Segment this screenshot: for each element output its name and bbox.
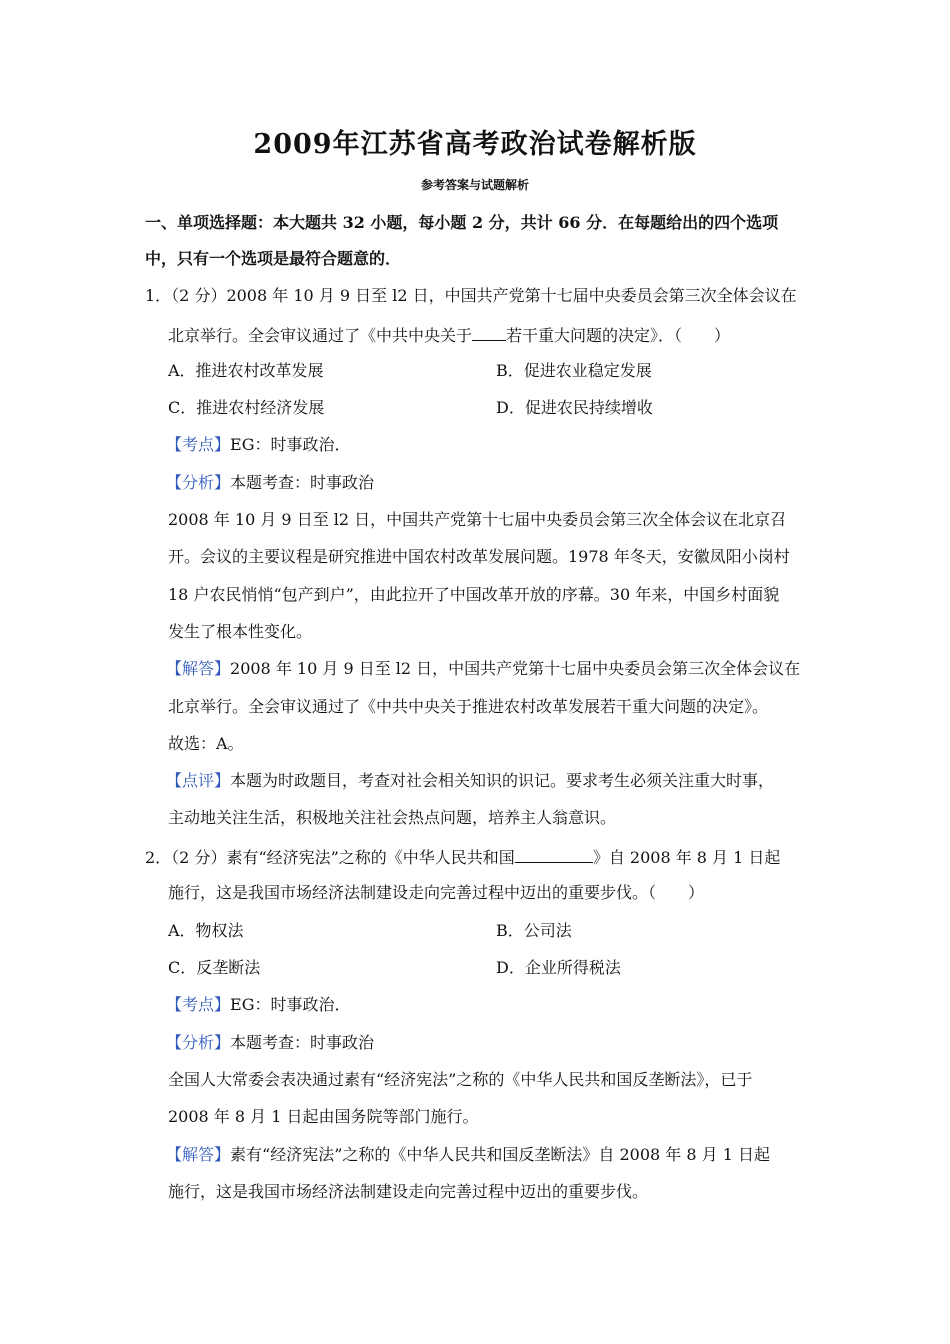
q2-jieda-line-2: 施行，这是我国市场经济法制建设走向完善过程中迈出的重要步伐。 — [168, 1182, 649, 1201]
q1-option-d: D．促进农民持续增收 — [496, 398, 653, 417]
q2-stem-line-1 — [145, 846, 780, 868]
q1-kaodian-text: EG：时事政治． — [230, 435, 351, 454]
q2-jieda-text: 素有“经济宪法”之称的《中华人民共和国反垄断法》自 2008 年 8 月 1 日起 — [230, 1145, 770, 1164]
q1-jieda-line-1 — [166, 659, 800, 679]
q1-dianping-tag: 【点评】 — [166, 771, 231, 790]
q1-answer-blank — [472, 324, 506, 341]
q1-stem-text-a: 北京举行。全会审议通过了《中共中央关于 — [168, 326, 473, 345]
q1-dianping-line-1 — [166, 771, 774, 791]
q2-analysis-line-1: 全国人大常委会表决通过素有“经济宪法”之称的《中华人民共和国反垄断法》，已于 — [168, 1070, 753, 1089]
q1-dianping-line-2: 主动地关注生活，积极地关注社会热点问题，培养主人翁意识。 — [168, 808, 617, 827]
q2-stem-text-b: 》自 2008 年 8 月 1 日起 — [592, 848, 781, 867]
q2-fenxi-tag: 【分析】 — [166, 1033, 231, 1052]
q2-option-a: A．物权法 — [168, 921, 244, 940]
q2-option-c: C．反垄断法 — [168, 958, 261, 977]
q1-fenxi-text: 本题考查：时事政治 — [230, 473, 375, 492]
q1-jieda-line-2: 北京举行。全会审议通过了《中共中央关于推进农村改革发展若干重大问题的决定》。 — [168, 697, 769, 716]
q2-fenxi — [166, 1033, 374, 1053]
q1-kaodian — [166, 435, 350, 455]
q2-kaodian-tag: 【考点】 — [166, 995, 231, 1014]
q1-kaodian-tag: 【考点】 — [166, 435, 231, 454]
q1-analysis-line-4: 发生了根本性变化。 — [168, 622, 313, 641]
q1-analysis-line-1: 2008 年 10 月 9 日至 l2 日，中国共产党第十七届中央委员会第三次全体会议在北京召 — [168, 510, 787, 529]
q1-jieda-tag: 【解答】 — [166, 659, 231, 678]
q2-option-b: B．公司法 — [496, 921, 572, 940]
q1-analysis-line-2: 开。会议的主要议程是研究推进中国农村改革发展问题。1978 年冬天，安徽凤阳小岗村 — [168, 547, 790, 566]
q1-fenxi-tag: 【分析】 — [166, 473, 231, 492]
q1-option-b: B．促进农业稳定发展 — [496, 361, 652, 380]
q2-option-d: D．企业所得税法 — [496, 958, 621, 977]
q1-answer-line: 故选：A。 — [168, 734, 244, 753]
q1-stem-line-2 — [168, 324, 730, 346]
q2-stem-text-a: 2．（2 分）素有“经济宪法”之称的《中华人民共和国 — [145, 848, 515, 867]
page-subtitle: 参考答案与试题解析 — [420, 178, 529, 192]
q1-stem-text-b: 若干重大问题的决定》．（ ） — [506, 326, 731, 345]
q1-option-a: A．推进农村改革发展 — [168, 361, 324, 380]
q1-option-c: C．推进农村经济发展 — [168, 398, 325, 417]
q1-analysis-line-3: 18 户农民悄悄“包产到户”，由此拉开了中国改革开放的序幕。30 年来，中国乡村面貌 — [168, 585, 780, 604]
q1-stem-line-1: 1．（2 分）2008 年 10 月 9 日至 l2 日，中国共产党第十七届中央委员会第三次全体会议在 — [145, 286, 797, 305]
q2-fenxi-text: 本题考查：时事政治 — [230, 1033, 375, 1052]
q2-jieda-tag: 【解答】 — [166, 1145, 231, 1164]
q2-jieda-line-1 — [166, 1145, 770, 1165]
q2-kaodian — [166, 995, 350, 1015]
section-heading-line-2: 中，只有一个选项是最符合题意的． — [145, 249, 402, 268]
q1-fenxi — [166, 473, 374, 493]
q2-kaodian-text: EG：时事政治． — [230, 995, 351, 1014]
section-heading-line-1: 一、单项选择题：本大题共 32 小题，每小题 2 分，共计 66 分．在每题给出的四个选项 — [145, 213, 779, 232]
q2-stem-line-2: 施行，这是我国市场经济法制建设走向完善过程中迈出的重要步伐。（ ） — [168, 883, 705, 902]
q2-analysis-line-2: 2008 年 8 月 1 日起由国务院等部门施行。 — [168, 1107, 479, 1126]
q2-answer-blank — [515, 846, 593, 863]
q1-jieda-text: 2008 年 10 月 9 日至 l2 日，中国共产党第十七届中央委员会第三次全体会议在 — [230, 659, 801, 678]
q1-dianping-text: 本题为时政题目，考查对社会相关知识的识记。要求考生必须关注重大时事， — [230, 771, 775, 790]
page-title: 2009年江苏省高考政治试卷解析版 — [253, 129, 697, 160]
